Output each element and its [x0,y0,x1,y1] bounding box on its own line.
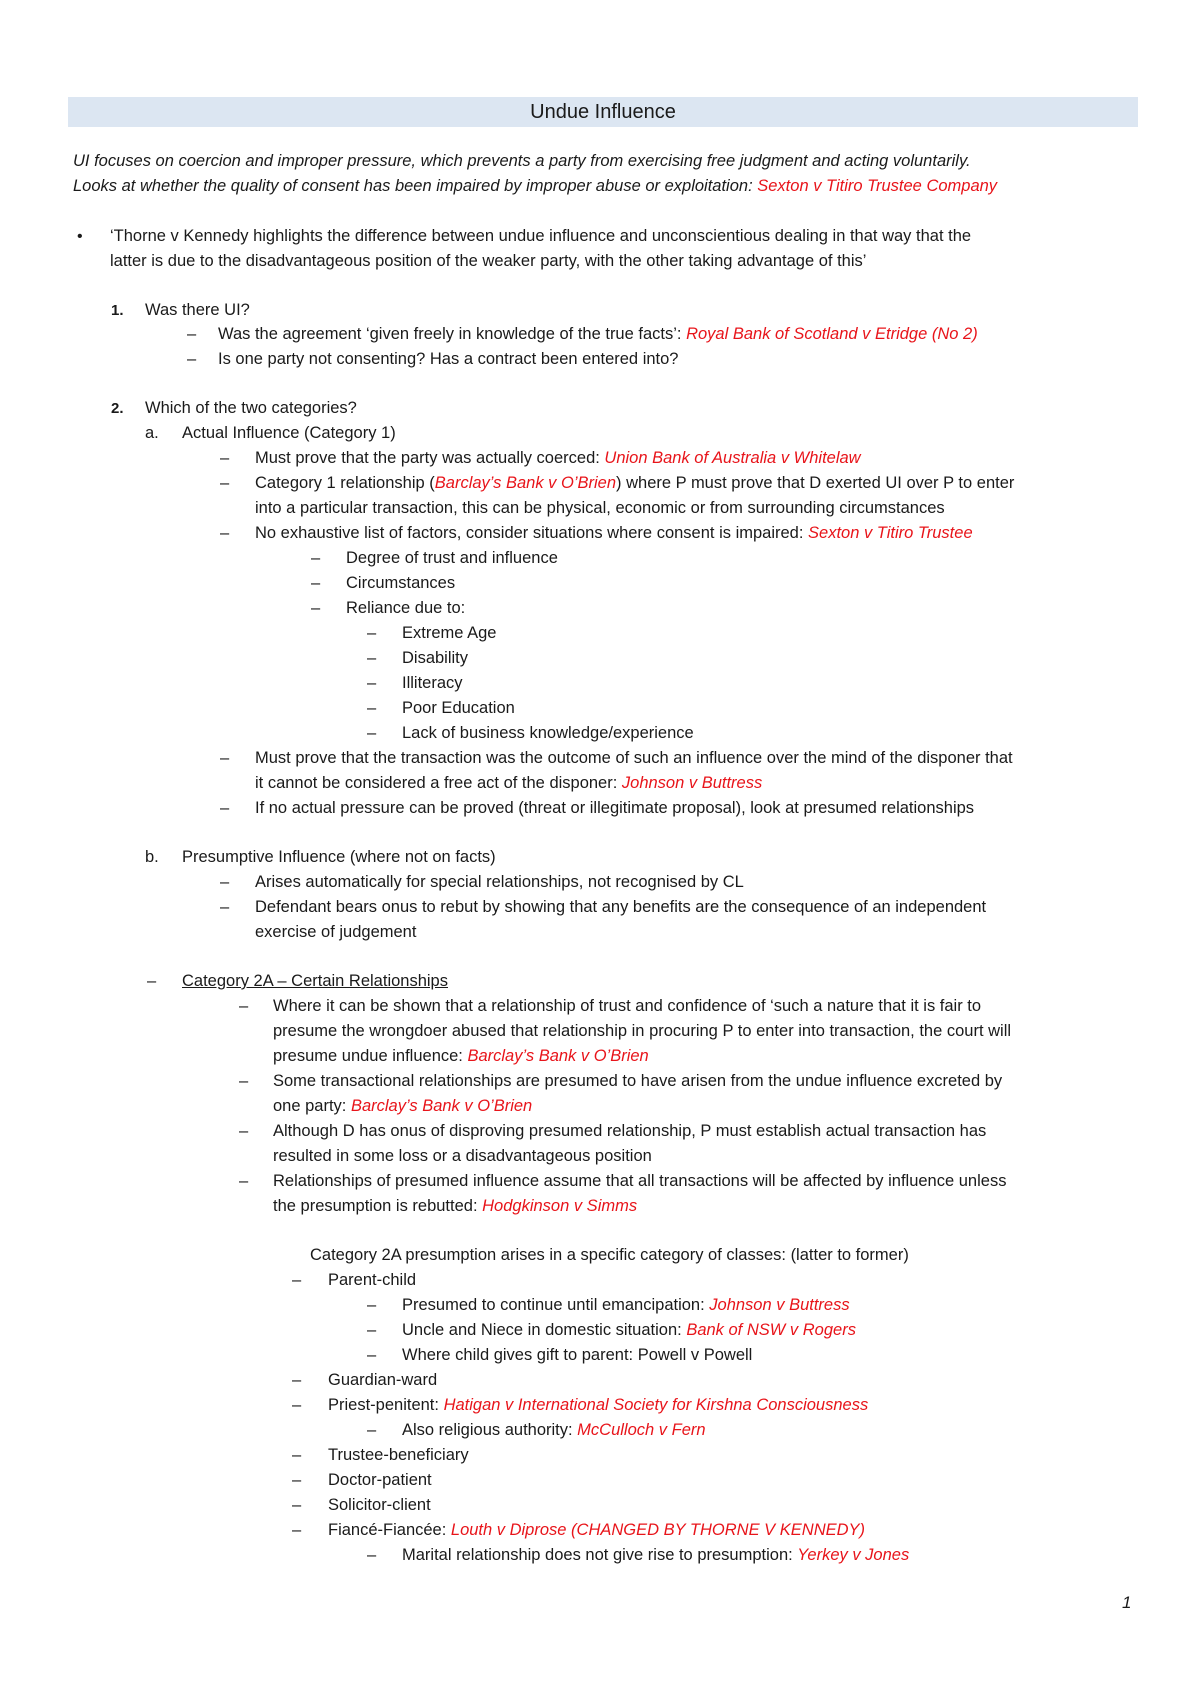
list-item-continuation: it cannot be considered a free act of the disponer: Johnson v Buttress [255,774,763,792]
list-item: Defendant bears onus to rebut by showing that any benefits are the consequence of an independent [255,898,987,916]
case-citation: Barclay’s Bank v O’Brien [434,474,617,492]
list-item-continuation: exercise of judgement [255,923,417,941]
section-heading: Was there UI? [145,301,250,319]
section-number: 1. [111,302,124,319]
list-item: Must prove that the party was actually coerced: Union Bank of Australia v Whitelaw [255,449,861,467]
list-item-continuation: into a particular transaction, this can be physical, economic or from surrounding circumstances [255,499,945,517]
subsection-label: b. [145,848,159,866]
dash-icon: – [292,1271,302,1289]
case-citation: Sexton v Titiro Trustee Company [757,177,998,195]
dash-icon: – [367,699,377,717]
dash-icon: – [220,449,230,467]
list-item: Although D has onus of disproving presumed relationship, P must establish actual transaction has [273,1122,987,1140]
dash-icon: – [292,1496,302,1514]
intro-line-1: UI focuses on coercion and improper pressure, which prevents a party from exercising free judgment and acting voluntarily. [73,152,971,170]
dash-icon: – [220,898,230,916]
list-item: Category 1 relationship (Barclay’s Bank v O’Brien) where P must prove that D exerted UI over P to enter [255,474,1015,492]
dash-icon: – [187,350,197,368]
relationship-item: Priest-penitent: Hatigan v International Society for Kirshna Consciousness [328,1396,869,1414]
list-item: Some transactional relationships are presumed to have arisen from the undue influence excreted by [273,1072,1003,1090]
case-citation: Barclay’s Bank v O’Brien [350,1097,533,1115]
dash-icon: – [367,1321,377,1339]
page-title: Undue Influence [68,97,1138,127]
dash-icon: – [367,1546,377,1564]
list-item: Uncle and Niece in domestic situation: Bank of NSW v Rogers [402,1321,856,1339]
dash-icon: – [292,1446,302,1464]
list-item-continuation: presume undue influence: Barclay’s Bank v O’Brien [273,1047,649,1065]
dash-icon: – [367,1346,377,1364]
list-item-continuation: resulted in some loss or a disadvantageous position [273,1147,652,1165]
dash-icon: – [367,1421,377,1439]
subsection-heading: Presumptive Influence (where not on facts) [182,848,496,866]
dash-icon: – [239,997,249,1015]
case-citation: Sexton v Titiro Trustee [808,524,973,542]
bullet-line-1: ‘Thorne v Kennedy highlights the difference between undue influence and unconscientious dealing in that way that the [110,227,972,245]
case-citation: McCulloch v Fern [577,1421,706,1439]
list-item: Reliance due to: [346,599,466,617]
case-citation: Barclay’s Bank v O’Brien [467,1047,649,1065]
classes-intro: Category 2A presumption arises in a specific category of classes: (latter to former) [310,1246,909,1264]
dash-icon: – [311,599,321,617]
relationship-item: Trustee-beneficiary [328,1446,469,1464]
list-item: No exhaustive list of factors, consider situations where consent is impaired: Sexton v Titiro Trustee [255,524,973,542]
intro-paragraph [73,149,1153,199]
relationship-item: Guardian-ward [328,1371,438,1389]
list-item: Where child gives gift to parent: Powell v Powell [402,1346,753,1364]
relationship-item: Solicitor-client [328,1496,431,1514]
dash-icon: – [367,724,377,742]
list-item: Arises automatically for special relationships, not recognised by CL [255,873,744,891]
dash-icon: – [187,325,197,343]
case-citation: Johnson v Buttress [709,1296,850,1314]
list-item-continuation: presume the wrongdoer abused that relationship in procuring P to enter into transaction, the court will [273,1022,1012,1040]
relationship-item: Parent-child [328,1271,417,1289]
list-item: Presumed to continue until emancipation: Johnson v Buttress [402,1296,850,1314]
list-item: Degree of trust and influence [346,549,558,567]
category-heading: Category 2A – Certain Relationships [182,972,448,990]
list-item: Poor Education [402,699,515,717]
case-citation: Yerkey v Jones [797,1546,910,1564]
dash-icon: – [239,1072,249,1090]
dash-icon: – [367,674,377,692]
list-item: Relationships of presumed influence assume that all transactions will be affected by influence unless [273,1172,1007,1190]
list-item: Must prove that the transaction was the outcome of such an influence over the mind of the disponer that [255,749,1013,767]
page-number: 1 [1122,1593,1132,1612]
dash-icon: – [311,574,321,592]
list-item: Also religious authority: McCulloch v Fern [402,1421,706,1439]
case-citation: Johnson v Buttress [621,774,763,792]
dash-icon: – [220,474,230,492]
dash-icon: – [239,1172,249,1190]
dash-icon: – [292,1396,302,1414]
case-citation: Hatigan v International Society for Kirshna Consciousness [443,1396,869,1414]
bullet-line-2: latter is due to the disadvantageous position of the weaker party, with the other taking advantage of this’ [110,252,867,270]
list-item: Illiteracy [402,674,463,692]
dash-icon: – [292,1521,302,1539]
case-citation: Bank of NSW v Rogers [686,1321,856,1339]
dash-icon: – [367,1296,377,1314]
list-item: Circumstances [346,574,456,592]
dash-icon: – [220,873,230,891]
dash-icon: – [292,1471,302,1489]
intro-line-2: Looks at whether the quality of consent has been impaired by improper abuse or exploitation: Sexton v Titiro Trustee Company [73,177,998,195]
case-citation: Union Bank of Australia v Whitelaw [604,449,861,467]
list-item-continuation: one party: Barclay’s Bank v O’Brien [273,1097,533,1115]
list-item: If no actual pressure can be proved (threat or illegitimate proposal), look at presumed relationships [255,799,975,817]
dash-icon: – [367,649,377,667]
case-citation: Hodgkinson v Simms [482,1197,638,1215]
dash-icon: – [311,549,321,567]
list-item: Was the agreement ‘given freely in knowledge of the true facts’: Royal Bank of Scotland v Etridge (No 2) [218,325,978,343]
section-number: 2. [111,400,124,417]
dash-icon: – [220,524,230,542]
dash-icon: – [367,624,377,642]
dash-icon: – [239,1122,249,1140]
list-item: Is one party not consenting? Has a contract been entered into? [218,350,679,368]
case-citation: Louth v Diprose (CHANGED BY THORNE V KENNEDY) [450,1521,866,1539]
dash-icon: – [220,749,230,767]
bullet-icon: • [77,228,83,245]
dash-icon: – [292,1371,302,1389]
dash-icon: – [147,972,157,990]
dash-icon: – [220,799,230,817]
case-citation: Royal Bank of Scotland v Etridge (No 2) [686,325,978,343]
section-heading: Which of the two categories? [145,399,357,417]
list-item: Where it can be shown that a relationship of trust and confidence of ‘such a nature that it is fair to [273,997,982,1015]
subsection-label: a. [145,424,159,442]
list-item: Lack of business knowledge/experience [402,724,694,742]
relationship-item: Fiancé-Fiancée: Louth v Diprose (CHANGED BY THORNE V KENNEDY) [328,1521,866,1539]
subsection-heading: Actual Influence (Category 1) [182,424,396,442]
list-item-continuation: the presumption is rebutted: Hodgkinson v Simms [273,1197,638,1215]
list-item: Extreme Age [402,624,497,642]
list-item: Disability [402,649,469,667]
list-item: Marital relationship does not give rise to presumption: Yerkey v Jones [402,1546,910,1564]
relationship-item: Doctor-patient [328,1471,432,1489]
